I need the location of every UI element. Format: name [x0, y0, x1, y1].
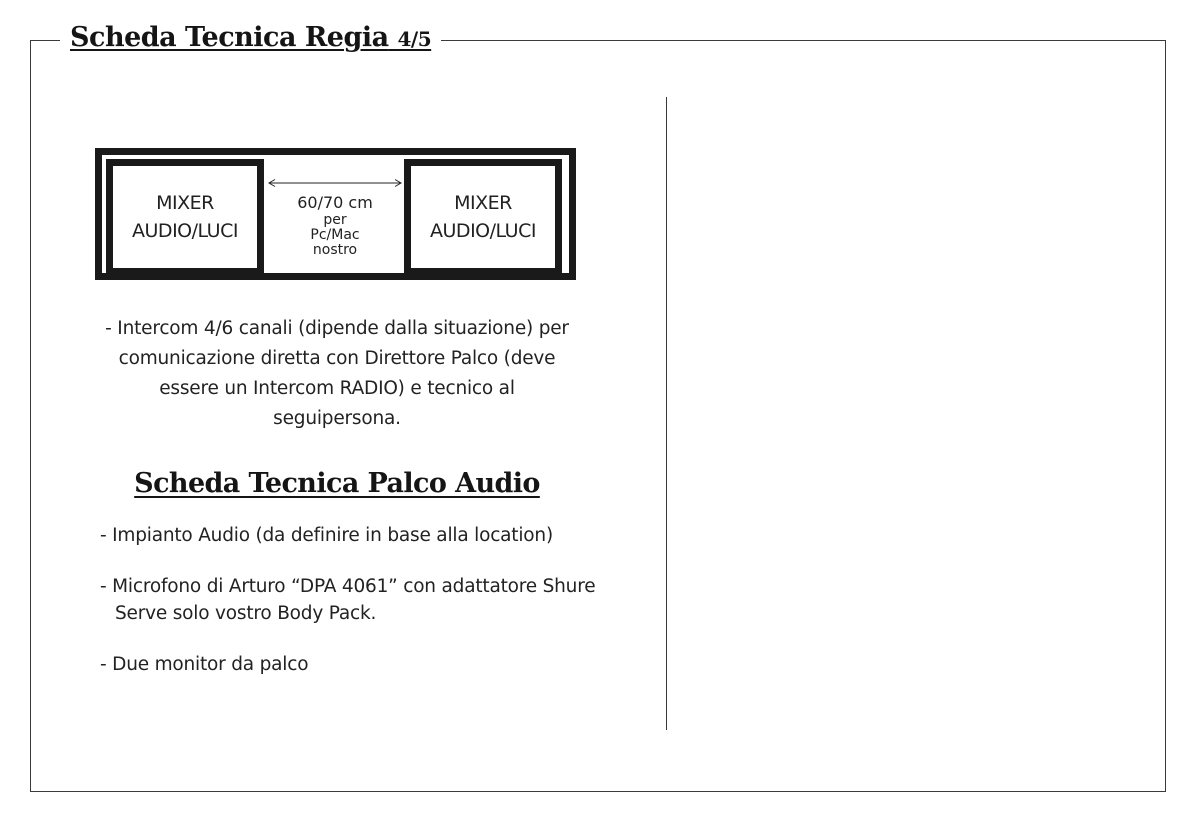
section-title-palco-audio: Scheda Tecnica Palco Audio: [134, 468, 540, 499]
list-item-monitors: [100, 651, 660, 678]
mixer-box-left: [106, 159, 264, 275]
list-item-audio-system: [100, 522, 660, 549]
mixer-spacing-label: [267, 193, 403, 258]
double-arrow-icon: [267, 178, 403, 188]
intercom-line: - Intercom 4/6 canali (dipende dalla situazione) per: [105, 318, 569, 339]
spacing-line-nostro: nostro: [312, 242, 358, 258]
page-number: 4/5: [397, 27, 432, 51]
intercom-line: comunicazione diretta con Direttore Palco (deve: [118, 348, 556, 369]
mixer-left-label-line2: AUDIO/LUCI: [132, 220, 238, 242]
list-item-text-continuation: Serve solo vostro Body Pack.: [115, 603, 377, 624]
spacing-line-per: per: [323, 212, 347, 228]
mixer-left-label-line1: MIXER: [156, 192, 214, 214]
control-room-diagram: [95, 148, 576, 280]
list-item-text: - Due monitor da palco: [100, 654, 309, 675]
list-item-microphone: [100, 573, 660, 627]
intercom-line: seguipersona.: [273, 408, 401, 429]
column-divider: [666, 97, 667, 730]
spacing-distance: 60/70 cm: [297, 193, 373, 212]
intercom-requirement: [96, 314, 578, 434]
mixer-box-right: [404, 159, 562, 275]
page-title: [60, 22, 441, 53]
intercom-line: essere un Intercom RADIO) e tecnico al: [159, 378, 515, 399]
diagram-inner-area: [102, 155, 569, 273]
page-title-text: Scheda Tecnica Regia: [70, 22, 389, 53]
mixer-right-label-line1: MIXER: [454, 192, 512, 214]
spacing-line-pcmac: Pc/Mac: [310, 227, 360, 243]
mixer-right-label-line2: AUDIO/LUCI: [430, 220, 536, 242]
list-item-text: - Impianto Audio (da definire in base alla location): [100, 525, 553, 546]
list-item-text: - Microfono di Arturo “DPA 4061” con adattatore Shure: [100, 576, 596, 597]
